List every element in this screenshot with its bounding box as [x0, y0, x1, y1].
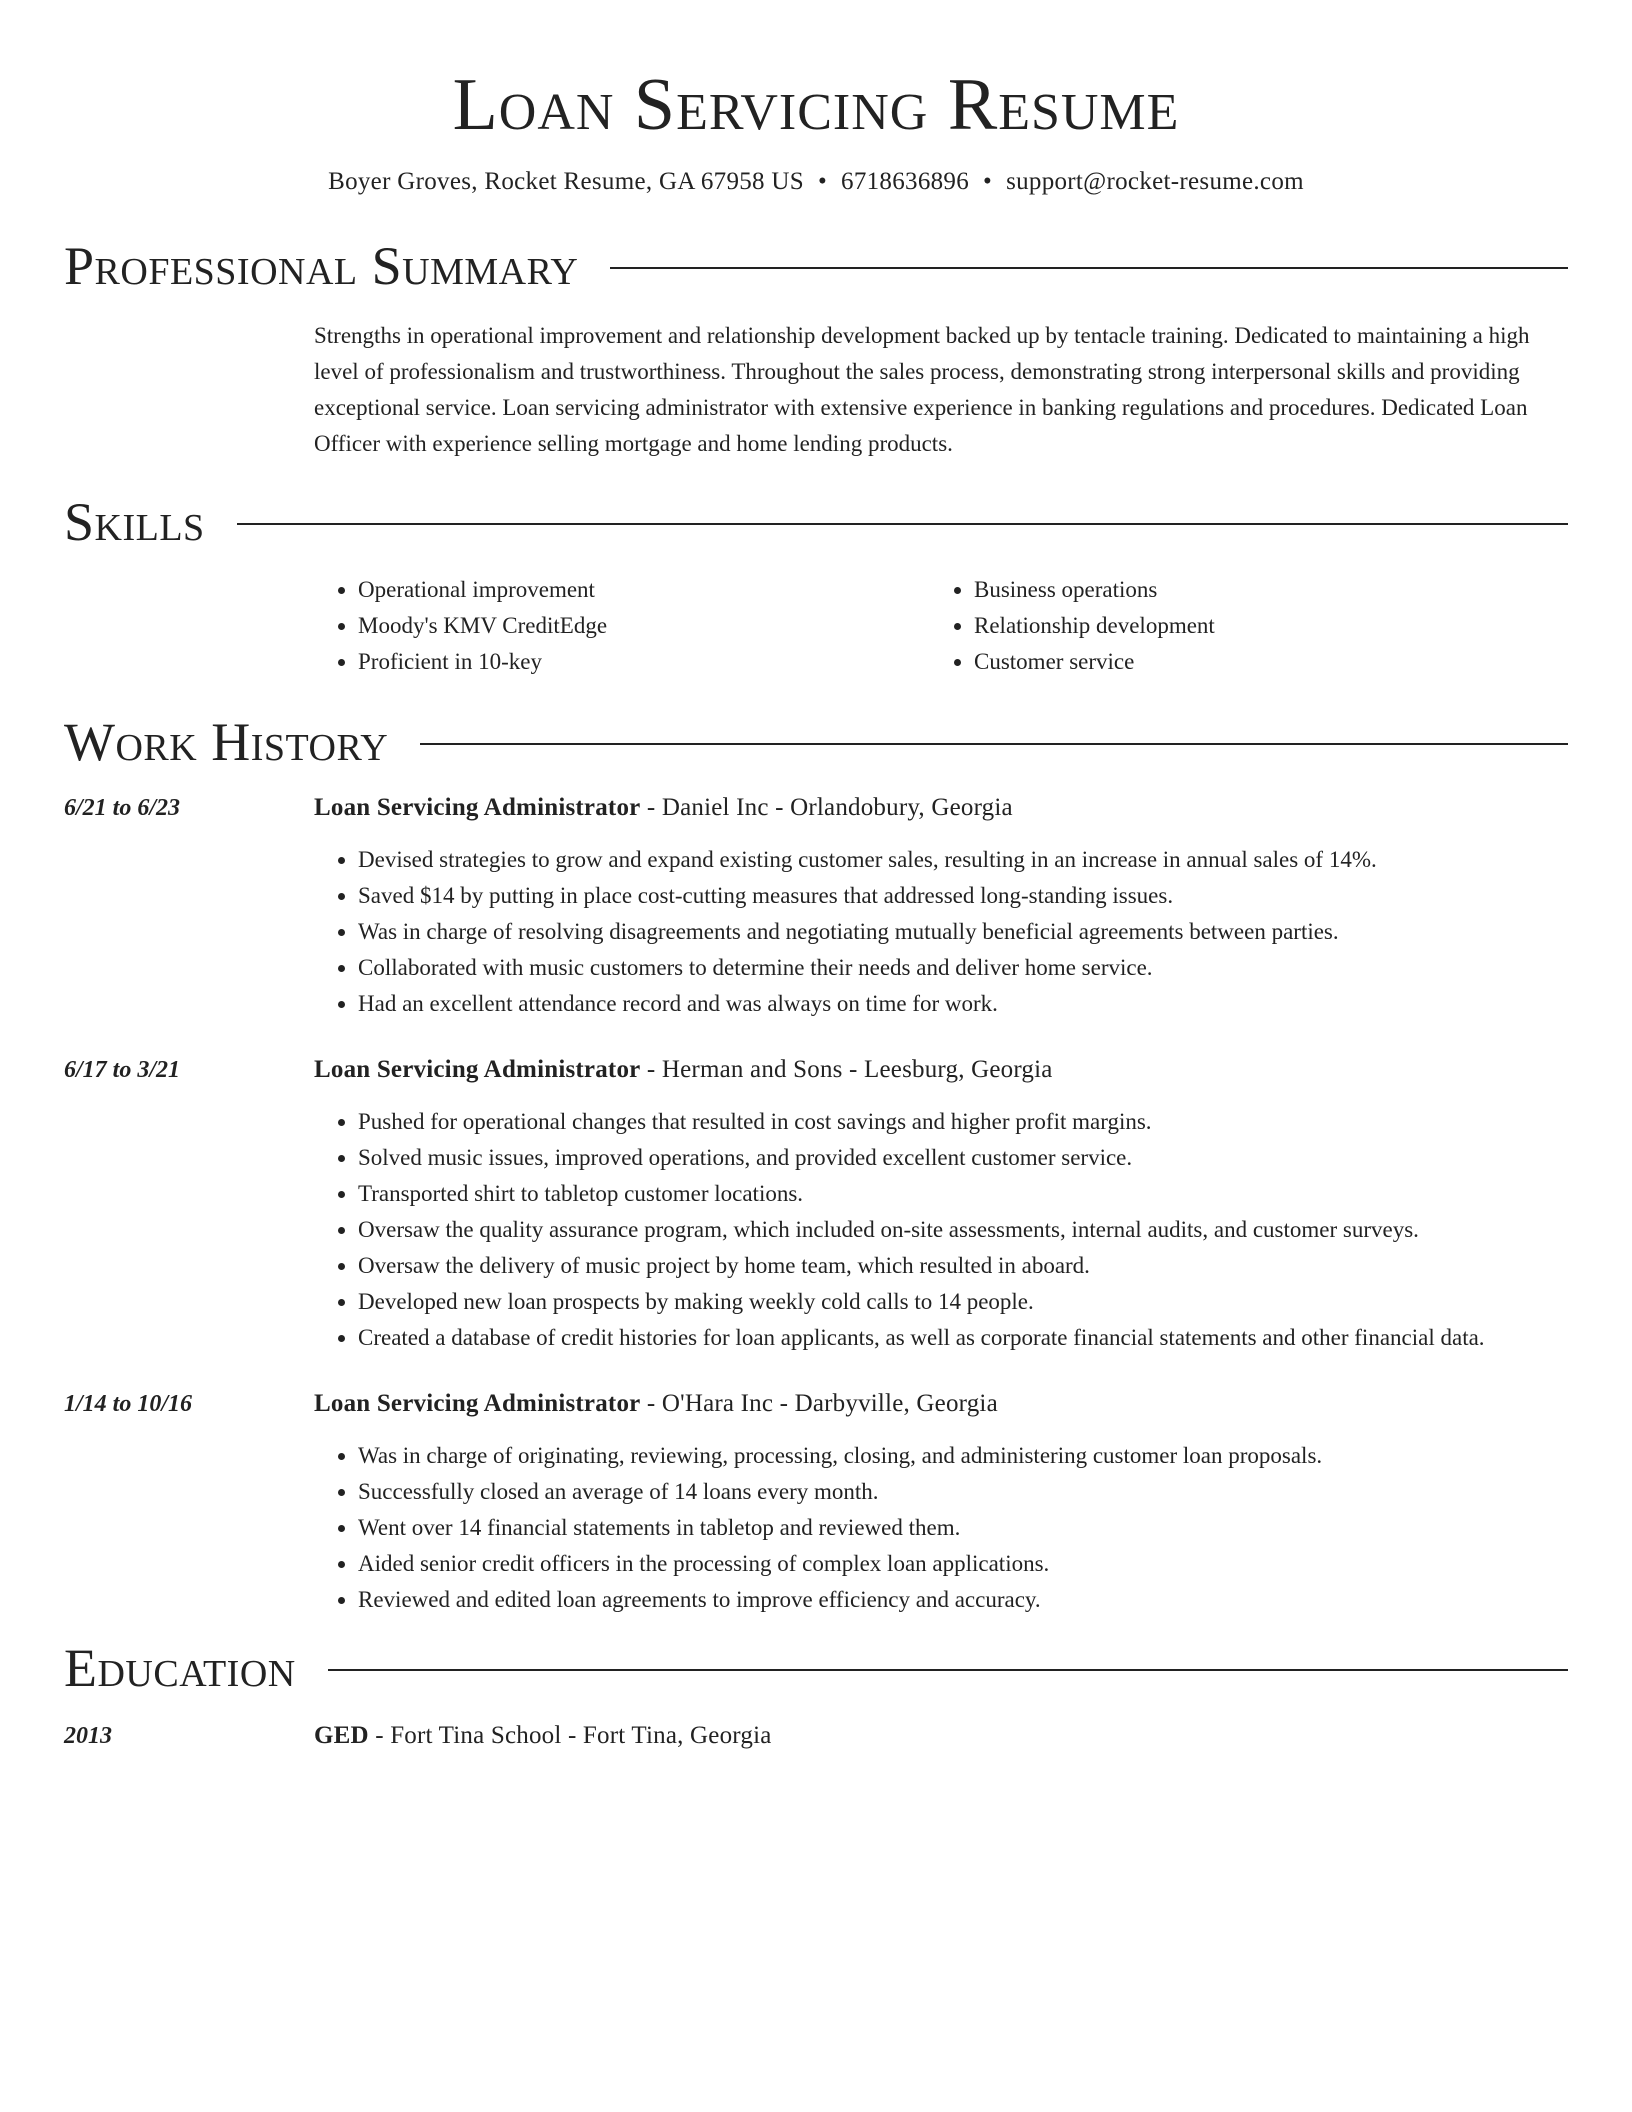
job-details: - Herman and Sons - Leesburg, Georgia [640, 1056, 1053, 1083]
work-section-header [64, 710, 1568, 774]
skills-list [314, 572, 1568, 680]
job-bullet: • Created a database of credit histories for loan applicants, as well as corporate financial statements and other financial data. [358, 1320, 1568, 1356]
job-bullet: • Aided senior credit officers in the processing of complex loan applications. [358, 1546, 1568, 1582]
job-bullets [314, 1104, 1568, 1356]
job-title-line [314, 790, 1013, 826]
work-heading: Work History [64, 712, 389, 772]
resume-title: Loan Servicing Resume [452, 64, 1180, 146]
job-title: Loan Servicing Administrator [314, 1390, 641, 1417]
skills-column-left [314, 572, 930, 680]
contact-email: support@rocket-resume.com [1006, 168, 1304, 195]
job-dates: 1/14 to 10/16 [64, 1391, 193, 1417]
job-title-line [314, 1052, 1053, 1088]
skill-item: • Relationship development [974, 608, 1546, 644]
job-header [64, 790, 1568, 826]
job-bullet: • Devised strategies to grow and expand existing customer sales, resulting in an increase in annual sales of 14%. [358, 842, 1568, 878]
contact-address: Boyer Groves, Rocket Resume, GA 67958 US [328, 168, 804, 195]
job-bullet: • Pushed for operational changes that resulted in cost savings and higher profit margins. [358, 1104, 1568, 1140]
skill-item: • Operational improvement [358, 572, 930, 608]
job-details: - O'Hara Inc - Darbyville, Georgia [640, 1390, 998, 1417]
skill-item: • Customer service [974, 644, 1546, 680]
job-title-line [314, 1386, 998, 1422]
summary-section-header [64, 234, 1568, 298]
job-bullet: • Solved music issues, improved operations, and provided excellent customer service. [358, 1140, 1568, 1176]
job-entry [64, 1052, 1568, 1356]
skill-item: • Business operations [974, 572, 1546, 608]
section-divider [420, 743, 1568, 745]
job-header [64, 1386, 1568, 1422]
education-line [314, 1718, 772, 1754]
job-bullet: • Reviewed and edited loan agreements to improve efficiency and accuracy. [358, 1582, 1568, 1618]
job-bullet: • Saved $14 by putting in place cost-cutting measures that addressed long-standing issues. [358, 878, 1568, 914]
job-header [64, 1052, 1568, 1088]
contact-separator: • [983, 168, 993, 195]
skills-section-header [64, 490, 1568, 554]
skills-column-right [930, 572, 1546, 680]
contact-separator: • [817, 168, 828, 195]
job-bullets [314, 1438, 1568, 1618]
education-entry [64, 1718, 1568, 1754]
skill-item: • Moody's KMV CreditEdge [358, 608, 930, 644]
job-bullet: • Oversaw the delivery of music project by home team, which resulted in aboard. [358, 1248, 1568, 1284]
education-section-header [64, 1636, 1568, 1700]
job-bullet: • Transported shirt to tabletop customer locations. [358, 1176, 1568, 1212]
section-divider [610, 267, 1568, 269]
job-dates: 6/21 to 6/23 [64, 795, 181, 821]
job-entry [64, 790, 1568, 1022]
contact-line [64, 168, 1568, 196]
section-divider [328, 1669, 1568, 1671]
job-bullet: • Successfully closed an average of 14 loans every month. [358, 1474, 1568, 1510]
job-bullet: • Developed new loan prospects by making weekly cold calls to 14 people. [358, 1284, 1568, 1320]
contact-phone: 6718636896 [841, 168, 970, 195]
summary-heading: Professional Summary [64, 236, 579, 296]
skill-item: • Proficient in 10-key [358, 644, 930, 680]
job-bullet: • Had an excellent attendance record and was always on time for work. [358, 986, 1568, 1022]
job-bullet: • Collaborated with music customers to determine their needs and deliver home service. [358, 950, 1568, 986]
education-heading: Education [64, 1638, 296, 1698]
job-bullet: • Went over 14 financial statements in tabletop and reviewed them. [358, 1510, 1568, 1546]
education-details: - Fort Tina School - Fort Tina, Georgia [368, 1722, 772, 1749]
job-dates: 6/17 to 3/21 [64, 1057, 181, 1083]
education-degree: GED [314, 1722, 369, 1749]
job-bullet: • Oversaw the quality assurance program, which included on-site assessments, internal audits, and customer surveys. [358, 1212, 1568, 1248]
summary-text: Strengths in operational improvement and relationship development backed up by tentacle training. Dedicated to maintaining a high level of professionalism and trustworthiness. Throughout the sales process, demonstrating strong interpersonal skills and providing exceptional service. Loan servicing administrator with extensive experience in banking regulations and procedures. Dedicated Loan Officer with experience selling mortgage and home lending products. [314, 323, 1530, 456]
job-details: - Daniel Inc - Orlandobury, Georgia [640, 794, 1013, 821]
job-bullet: • Was in charge of originating, reviewing, processing, closing, and administering customer loan proposals. [358, 1438, 1568, 1474]
job-title: Loan Servicing Administrator [314, 1056, 641, 1083]
job-title: Loan Servicing Administrator [314, 794, 641, 821]
job-entry [64, 1386, 1568, 1618]
education-year: 2013 [64, 1723, 112, 1749]
section-divider [237, 523, 1568, 525]
skills-heading: Skills [64, 492, 205, 552]
education-header [64, 1718, 1568, 1754]
job-bullet: • Was in charge of resolving disagreements and negotiating mutually beneficial agreements between parties. [358, 914, 1568, 950]
job-bullets [314, 842, 1568, 1022]
